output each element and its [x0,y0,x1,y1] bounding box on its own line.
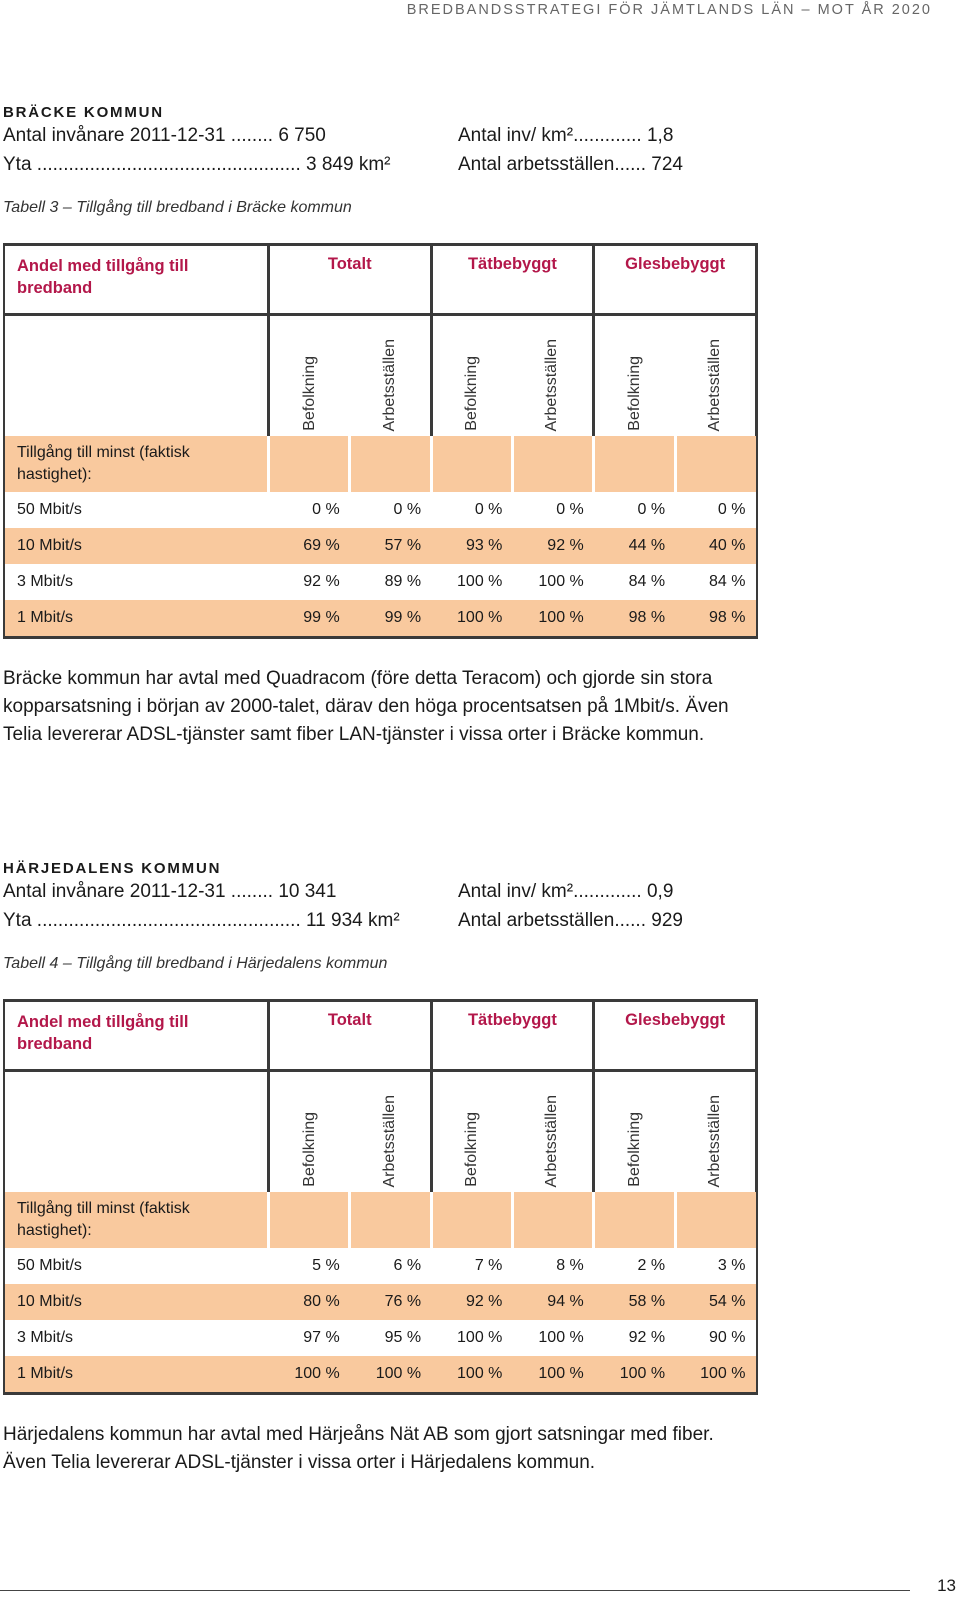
body-paragraph: Bräcke kommun har avtal med Quadracom (före detta Teracom) och gjorde sin stora kopparsatsning i början av 2000-talet, därav den höga procentsatsen på 1Mbit/s. Även Telia levererar ADSL-tjänster samt fiber LAN-tjänster i vissa orter i Bräcke kommun. [3,668,729,745]
value-cell: 100 % [538,1329,584,1346]
group-header-totalt: Totalt [268,1001,431,1071]
availability-label: Tillgång till minst (faktisk hastighet): [4,436,268,492]
sub-header-arbetsstallen: Arbetsställen [380,338,398,431]
sub-header-befolkning: Befolkning [626,1112,644,1187]
value-cell: 3 % [675,1248,756,1284]
value-cell: 100 % [457,1329,503,1346]
value-cell: 100 % [538,573,584,590]
value-cell: 100 % [350,1356,431,1394]
stat-workplaces: Antal arbetsställen...... 724 [458,154,683,175]
table-row-header: Andel med tillgång till bredband [4,1001,268,1071]
sub-header-arbetsstallen: Arbetsställen [543,338,561,431]
value-cell: 7 % [474,1257,503,1274]
speed-label: 3 Mbit/s [4,564,268,600]
sub-header-befolkning: Befolkning [463,1112,481,1187]
stat-area: Yta .................................................. 11 934 km² [3,910,400,931]
value-cell: 89 % [384,573,422,590]
sub-header-arbetsstallen: Arbetsställen [543,1094,561,1187]
value-cell: 99 % [268,600,349,638]
speed-label: 1 Mbit/s [4,1356,268,1394]
empty-header-cell [4,315,268,437]
value-cell: 94 % [512,1284,593,1320]
sub-header-befolkning: Befolkning [626,356,644,431]
value-cell: 8 % [556,1257,584,1274]
group-header-tatbebyggt: Tätbebyggt [431,245,594,315]
stat-population: Antal invånare 2011-12-31 ........ 6 750 [3,125,326,146]
table-row [4,528,757,564]
value-cell: 0 % [312,501,340,518]
running-header: BREDBANDSSTRATEGI FÖR JÄMTLANDS LÄN – MOT ÅR 2020 [406,2,932,18]
table-row [4,1284,757,1320]
speed-label: 50 Mbit/s [4,1248,268,1284]
value-cell: 2 % [637,1257,666,1274]
speed-label: 50 Mbit/s [4,492,268,528]
value-cell: 57 % [350,528,431,564]
stat-population: Antal invånare 2011-12-31 ........ 10 341 [3,881,337,902]
section-harjedalen [3,860,758,1477]
sub-header-befolkning: Befolkning [300,1112,318,1187]
value-cell: 92 % [303,573,340,590]
speed-label: 10 Mbit/s [4,1284,268,1320]
value-cell: 0 % [474,501,503,518]
stat-workplaces: Antal arbetsställen...... 929 [458,910,683,931]
municipality-stats [3,125,758,185]
value-cell: 98 % [594,600,675,638]
table-row [4,600,757,638]
stat-area: Yta .................................................. 3 849 km² [3,154,391,175]
value-cell: 6 % [393,1257,422,1274]
value-cell: 0 % [393,501,422,518]
municipality-title: HÄRJEDALENS KOMMUN [3,860,222,877]
sub-header-arbetsstallen: Arbetsställen [706,1094,724,1187]
value-cell: 92 % [431,1284,512,1320]
table-row [4,1320,757,1356]
table-row [4,492,757,528]
value-cell: 0 % [556,501,584,518]
sub-header-arbetsstallen: Arbetsställen [380,1094,398,1187]
value-cell: 58 % [594,1284,675,1320]
group-header-glesbebyggt: Glesbebyggt [594,1001,757,1071]
speed-label: 10 Mbit/s [4,528,268,564]
value-cell: 95 % [384,1329,422,1346]
value-cell: 90 % [675,1320,756,1356]
value-cell: 100 % [512,600,593,638]
value-cell: 44 % [594,528,675,564]
value-cell: 0 % [675,492,756,528]
table-caption: Tabell 3 – Tillgång till bredband i Bräcke kommun [3,199,352,216]
sub-header-befolkning: Befolkning [463,356,481,431]
value-cell: 100 % [431,600,512,638]
stat-density: Antal inv/ km²............. 0,9 [458,881,674,902]
value-cell: 5 % [312,1257,340,1274]
group-header-tatbebyggt: Tätbebyggt [431,1001,594,1071]
value-cell: 84 % [675,564,756,600]
value-cell: 84 % [628,573,666,590]
value-cell: 100 % [512,1356,593,1394]
value-cell: 92 % [512,528,593,564]
municipality-title: BRÄCKE KOMMUN [3,104,164,121]
availability-label: Tillgång till minst (faktisk hastighet): [4,1192,268,1248]
value-cell: 40 % [675,528,756,564]
value-cell: 92 % [628,1329,666,1346]
table-row [4,1356,757,1394]
value-cell: 69 % [268,528,349,564]
value-cell: 80 % [268,1284,349,1320]
body-paragraph: Härjedalens kommun har avtal med Härjeåns Nät AB som gjort satsningar med fiber. Även Telia levererar ADSL-tjänster i vissa orter i Härjedalens kommun. [3,1424,714,1473]
sub-header-arbetsstallen: Arbetsställen [706,338,724,431]
value-cell: 100 % [268,1356,349,1394]
section-bracke [3,104,758,749]
value-cell: 100 % [594,1356,675,1394]
stat-density: Antal inv/ km²............. 1,8 [458,125,674,146]
value-cell: 98 % [675,600,756,638]
speed-label: 3 Mbit/s [4,1320,268,1356]
value-cell: 100 % [675,1356,756,1394]
footer-rule [0,1590,910,1591]
table-row-header: Andel med tillgång till bredband [4,245,268,315]
value-cell: 99 % [350,600,431,638]
value-cell: 100 % [431,1356,512,1394]
empty-header-cell [4,1071,268,1193]
speed-label: 1 Mbit/s [4,600,268,638]
table-row [4,564,757,600]
municipality-stats [3,881,758,941]
page-number: 13 [937,1576,956,1595]
broadband-table [3,999,758,1395]
value-cell: 54 % [675,1284,756,1320]
group-header-glesbebyggt: Glesbebyggt [594,245,757,315]
table-row [4,1248,757,1284]
broadband-table [3,243,758,639]
sub-header-befolkning: Befolkning [300,356,318,431]
group-header-totalt: Totalt [268,245,431,315]
value-cell: 100 % [457,573,503,590]
value-cell: 0 % [637,501,666,518]
value-cell: 93 % [431,528,512,564]
table-caption: Tabell 4 – Tillgång till bredband i Härjedalens kommun [3,955,388,972]
value-cell: 76 % [350,1284,431,1320]
value-cell: 97 % [303,1329,340,1346]
